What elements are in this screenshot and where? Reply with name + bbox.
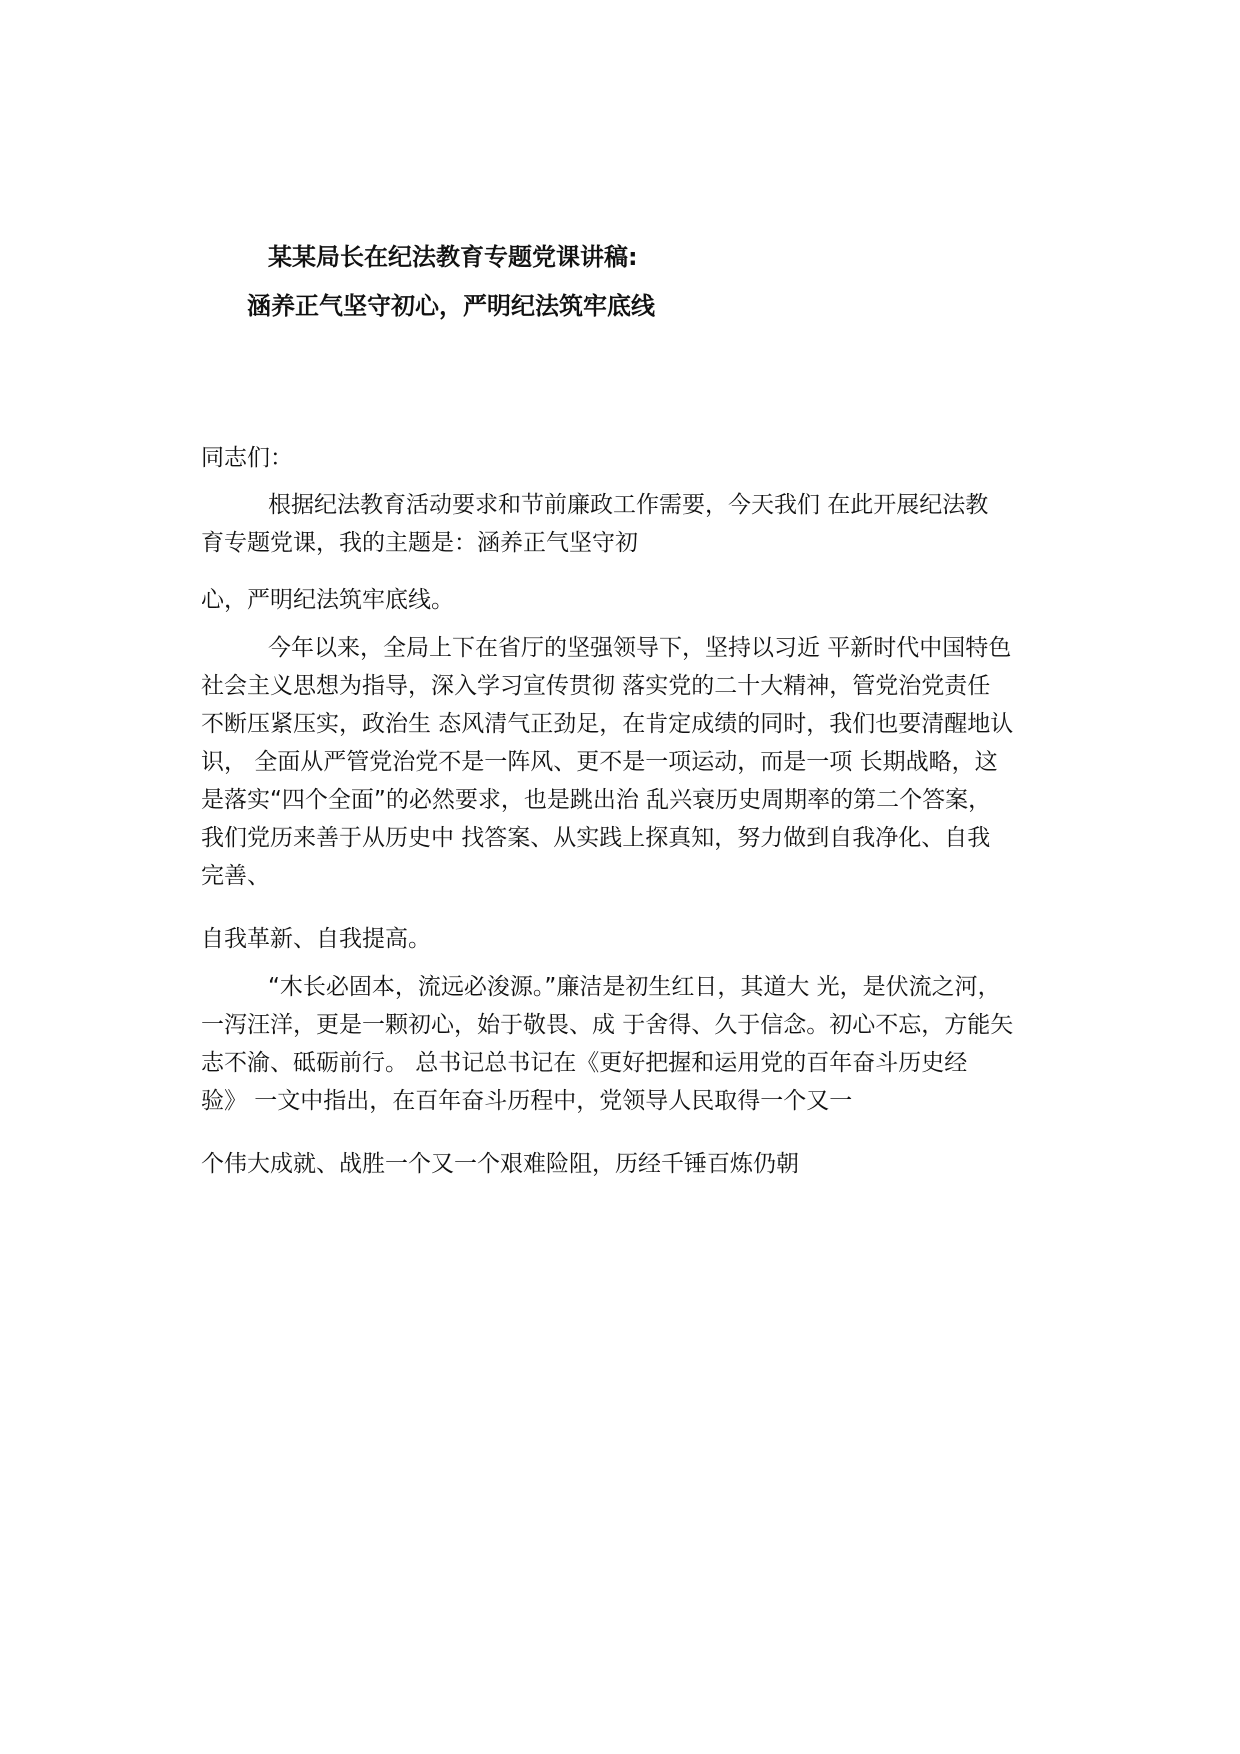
document-title: 某某局长在纪法教育专题党课讲稿: xyxy=(268,243,638,271)
paragraph-3-line: 验》 一文中指出，在百年奋斗历程中，党领导人民取得一个又一 xyxy=(201,1088,853,1114)
paragraph-3-line: 个伟大成就、战胜一个又一个艰难险阻，历经千锤百炼仍朝 xyxy=(201,1151,799,1177)
paragraph-1-line: 根据纪法教育活动要求和节前廉政工作需要，今天我们 在此开展纪法教 xyxy=(268,492,989,518)
salutation: 同志们： xyxy=(201,445,293,471)
paragraph-2-line: 我们党历来善于从历史中 找答案、从实践上探真知，努力做到自我净化、自我 xyxy=(201,825,991,851)
paragraph-3-line: 志不渝、砥砺前行。 总书记总书记在《更好把握和运用党的百年奋斗历史经 xyxy=(201,1050,968,1076)
paragraph-2-line: 识， 全面从严管党治党不是一阵风、更不是一项运动，而是一项 长期战略，这 xyxy=(201,749,998,775)
paragraph-3-line: “木长必固本，流远必浚源。”廉洁是初生红日，其道大 光，是伏流之河， xyxy=(268,974,1001,1000)
paragraph-2-line: 今年以来，全局上下在省厅的坚强领导下，坚持以习近 平新时代中国特色 xyxy=(268,635,1012,661)
paragraph-2-line: 社会主义思想为指导，深入学习宣传贯彻 落实党的二十大精神，管党治党责任 xyxy=(201,673,991,699)
paragraph-2-line: 自我革新、自我提高。 xyxy=(201,926,431,952)
document-subtitle: 涵养正气坚守初心，严明纪法筑牢底线 xyxy=(247,292,655,320)
paragraph-1-line: 育专题党课，我的主题是：涵养正气坚守初 xyxy=(201,530,638,556)
paragraph-2-line: 是落实“四个全面”的必然要求，也是跳出治 乱兴衰历史周期率的第二个答案， xyxy=(201,787,992,813)
paragraph-1-line: 心，严明纪法筑牢底线。 xyxy=(201,587,454,613)
paragraph-2-line: 完善、 xyxy=(201,863,270,889)
paragraph-3-line: 一泻汪洋，更是一颗初心，始于敬畏、成 于舍得、久于信念。初心不忘，方能矢 xyxy=(201,1012,1014,1038)
paragraph-2-line: 不断压紧压实，政治生 态风清气正劲足，在肯定成绩的同时，我们也要清醒地认 xyxy=(201,711,1014,737)
